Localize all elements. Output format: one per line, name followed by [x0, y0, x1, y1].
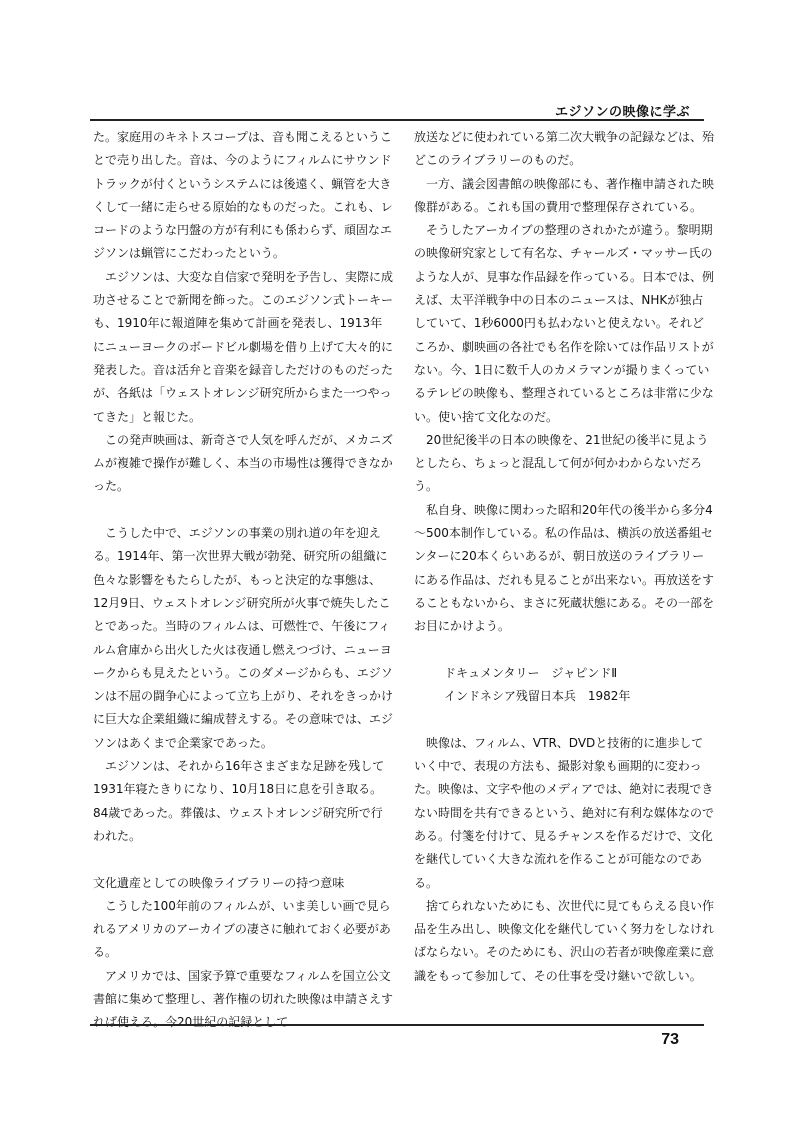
paragraph-gap — [93, 499, 393, 522]
paragraph: 放送などに使われている第二次大戦争の記録などは、殆どこのライブラリーのものだ。 — [414, 130, 715, 168]
paragraph: 一方、議会図書館の映像部にも、著作権申請された映像群がある。これも国の費用で整理保存されている。 — [414, 176, 715, 214]
right-column — [414, 126, 714, 988]
video-caption-title: ドキュメンタリー ジャピンドⅡ — [444, 665, 618, 680]
paragraph: アメリカでは、国家予算で重要なフィルムを国立公文書館に集めて整理し、著作権の切れた映像は申請さえすれば使える。今20世紀の記録として — [93, 968, 394, 1030]
paragraph: この発声映画は、新奇さで人気を呼んだが、メカニズムが複雑で操作が難しく、本当の市場性は獲得できなかった。 — [93, 432, 394, 494]
paragraph: こうした中で、エジソンの事業の別れ道の年を迎える。1914年、第一次世界大戦が勃発、研究所の組織に色々な影響をもたらしたが、もっと決定的な事態は、12月9日、ウェストオレンジ研究所が火事で焼失したことであった。当時のフィルムは、可燃性で、午後にフィルム倉庫から出火した火は夜通し燃えつづけ、ニューヨークからも見えたという。このダメージからも、エジソンは不屈の闘争心によって立ち上がり、それをきっかけに巨大な企業組織に編成替えする。その意味では、エジソンはあくまで企業家であった。 — [93, 526, 394, 750]
paragraph-gap — [414, 639, 714, 662]
paragraph-gap — [93, 848, 393, 871]
video-caption-subtitle: インドネシア残留日本兵 1982年 — [444, 689, 631, 704]
paragraph: 私自身、映像に関わった昭和20年代の後半から多分4～500本制作している。私の作品は、横浜の放送番組センターに20本くらいあるが、朝日放送のライブラリーにある作品は、だれも見ることが出来ない。再放送をすることもないから、まさに死蔵状態にある。その一部をお目にかけよう。 — [414, 502, 715, 634]
page-number: 73 — [661, 1031, 679, 1048]
running-title: エジソンの映像に学ぶ — [554, 105, 690, 120]
section-heading: 文化遺産としての映像ライブラリーの持つ意味 — [93, 875, 345, 890]
paragraph: こうした100年前のフィルムが、いま美しい画で見られるアメリカのアーカイブの凄さに触れておく必要がある。 — [93, 898, 391, 960]
paragraph: 捨てられないためにも、次世代に見てもらえる良い作品を生み出し、映像文化を継代していく努力をしなければならない。そのためにも、沢山の若者が映像産業に意識をもって参加して、その仕事を受け継いで欲しい。 — [414, 898, 715, 983]
left-column — [93, 126, 393, 1035]
paragraph: 映像は、フィルム、VTR、DVDと技術的に進歩していく中で、表現の方法も、撮影対象も画期的に変わった。映像は、文字や他のメディアでは、絶対に表現できない時間を共有できるという、絶対に有利な媒体なのである。付箋を付けて、見るチャンスを作るだけで、文化を継代していく大きな流れを作ることが可能なのである。 — [414, 735, 715, 890]
paragraph-gap — [414, 708, 714, 731]
paragraph: そうしたアーカイブの整理のされかたが違う。黎明期の映像研究家として有名な、チャールズ・マッサー氏のような人が、見事な作品録を作っている。日本では、例えば、太平洋戦争中の日本のニュースは、NHKが独占していて、1秒6000円も払わないと使えない。それどころか、劇映画の各社でも名作を除いては作品リストがない。今、1日に数千人のカメラマンが撮りまくっているテレビの映像も、整理されているところは非常に少ない。使い捨て文化なのだ。 — [414, 223, 715, 424]
paragraph: エジソンは、それから16年さまざまな足跡を残して1931年寝たきりになり、10月18日に息を引き取る。84歳であった。葬儀は、ウェストオレンジ研究所で行われた。 — [93, 759, 385, 843]
header-rule — [90, 119, 704, 121]
footer-rule — [90, 1024, 704, 1026]
paragraph: エジソンは、大変な自信家で発明を予告し、実際に成功させることで新聞を飾った。このエジソン式トーキーも、1910年に報道陣を集めて計画を発表し、1913年にニューヨークのボードビル劇場を借り上げて大々的に発表した。音は活弁と音楽を録音しただけのものだったが、各紙は「ウェストオレンジ研究所からまた一つやってきた」と報じた。 — [93, 269, 394, 424]
paragraph: た。家庭用のキネトスコープは、音も聞こえるということで売り出した。音は、今のようにフィルムにサウンドトラックが付くというシステムには後遠く、蝋管を大きくして一緒に走らせる原始的なものだった。これも、レコードのような円盤の方が有利にも係わらず、頑固なエジソンは蝋管にこだわったという。 — [93, 130, 393, 261]
paragraph: 20世紀後半の日本の映像を、21世紀の後半に見ようとしたら、ちょっと混乱して何が何かわからないだろう。 — [414, 432, 709, 494]
